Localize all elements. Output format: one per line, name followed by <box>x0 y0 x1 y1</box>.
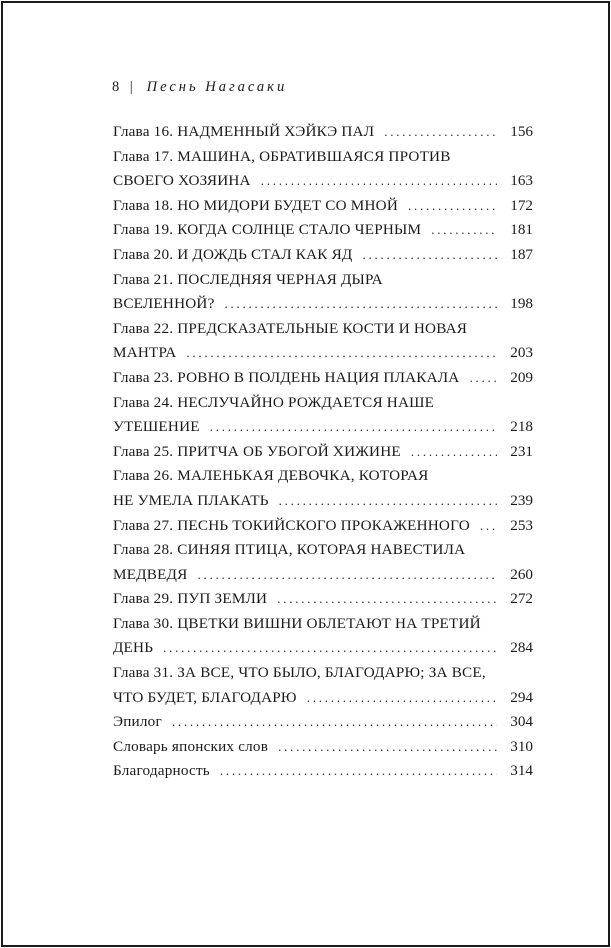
toc-entry[interactable] <box>113 464 533 513</box>
toc-line <box>113 759 533 784</box>
toc-entry[interactable] <box>113 514 533 539</box>
toc-entry[interactable] <box>113 391 533 440</box>
toc-entry-title: Глава 21. ПОСЛЕДНЯЯ ЧЕРНАЯ ДЫРА <box>113 270 383 288</box>
toc-entry[interactable] <box>113 218 533 243</box>
dot-leader <box>384 120 497 145</box>
toc-line <box>113 464 533 489</box>
dot-leader <box>279 489 497 514</box>
toc-entry-title: ЧТО БУДЕТ, БЛАГОДАРЮ <box>113 688 297 706</box>
toc-line <box>113 194 533 219</box>
toc-entry-page: 253 <box>510 516 533 534</box>
toc-entry-page: 172 <box>510 196 533 214</box>
toc-line <box>113 145 533 170</box>
dot-leader <box>411 440 497 465</box>
toc-entry-page: 198 <box>510 295 533 313</box>
toc-entry-page: 187 <box>510 245 533 263</box>
toc-entry-title: ВСЕЛЕННОЙ? <box>113 295 215 313</box>
toc-entry[interactable] <box>113 145 533 194</box>
toc-entry-title: Глава 18. НО МИДОРИ БУДЕТ СО МНОЙ <box>113 196 399 214</box>
toc-line <box>113 317 533 342</box>
toc-entry-title: Глава 24. НЕСЛУЧАЙНО РОЖДАЕТСЯ НАШЕ <box>113 393 435 411</box>
toc-line <box>113 686 533 711</box>
toc-entry-page: 294 <box>510 688 533 706</box>
toc-entry-page: 304 <box>510 713 533 731</box>
dot-leader <box>278 735 497 760</box>
toc-entry[interactable] <box>113 194 533 219</box>
toc-entry[interactable] <box>113 710 533 735</box>
toc-entry-title: Благодарность <box>113 762 210 780</box>
dot-leader <box>220 759 497 784</box>
toc-entry-title: Глава 31. ЗА ВСЕ, ЧТО БЫЛО, БЛАГОДАРЮ; ЗА ВСЕ, <box>113 664 486 682</box>
toc-entry-title: УТЕШЕНИЕ <box>113 418 200 436</box>
toc-entry[interactable] <box>113 268 533 317</box>
toc-entry[interactable] <box>113 661 533 710</box>
toc-line <box>113 661 533 686</box>
toc-line <box>113 563 533 588</box>
toc-line <box>113 636 533 661</box>
toc-entry[interactable] <box>113 587 533 612</box>
toc-line <box>113 514 533 539</box>
toc-entry-page: 314 <box>510 762 533 780</box>
dot-leader <box>277 587 497 612</box>
toc-entry-title: Глава 30. ЦВЕТКИ ВИШНИ ОБЛЕТАЮТ НА ТРЕТИЙ <box>113 614 481 632</box>
toc-entry-title: Глава 25. ПРИТЧА ОБ УБОГОЙ ХИЖИНЕ <box>113 442 401 460</box>
toc-entry-title: Глава 19. КОГДА СОЛНЦЕ СТАЛО ЧЕРНЫМ <box>113 221 422 239</box>
toc-entry-title: СВОЕГО ХОЗЯИНА <box>113 172 251 190</box>
dot-leader <box>225 292 497 317</box>
toc-entry-title: НЕ УМЕЛА ПЛАКАТЬ <box>113 491 269 509</box>
toc-line <box>113 415 533 440</box>
toc-line <box>113 391 533 416</box>
dot-leader <box>210 415 497 440</box>
toc-entry-title: Глава 28. СИНЯЯ ПТИЦА, КОТОРАЯ НАВЕСТИЛА <box>113 541 466 559</box>
toc-entry-title: Эпилог <box>113 713 162 731</box>
toc-entry[interactable] <box>113 317 533 366</box>
toc-entry-page: 218 <box>510 418 533 436</box>
dot-leader <box>172 710 497 735</box>
toc-entry-page: 272 <box>510 590 533 608</box>
toc-line <box>113 538 533 563</box>
toc-line <box>113 292 533 317</box>
toc-entry[interactable] <box>113 243 533 268</box>
toc-entry-title: Глава 22. ПРЕДСКАЗАТЕЛЬНЫЕ КОСТИ И НОВАЯ <box>113 319 468 337</box>
toc-line <box>113 710 533 735</box>
toc-line <box>113 268 533 293</box>
dot-leader <box>480 514 497 539</box>
toc-line <box>113 218 533 243</box>
toc-entry-page: 163 <box>510 172 533 190</box>
dot-leader <box>469 366 497 391</box>
toc-entry-title: Глава 27. ПЕСНЬ ТОКИЙСКОГО ПРОКАЖЕННОГО <box>113 516 470 534</box>
toc-entry[interactable] <box>113 366 533 391</box>
header-separator: | <box>129 79 133 95</box>
toc-line <box>113 243 533 268</box>
toc-entry-title: Глава 20. И ДОЖДЬ СТАЛ КАК ЯД <box>113 245 353 263</box>
toc-entry[interactable] <box>113 735 533 760</box>
dot-leader <box>186 341 497 366</box>
toc-entry[interactable] <box>113 538 533 587</box>
toc-line <box>113 489 533 514</box>
dot-leader <box>408 194 497 219</box>
toc-entry[interactable] <box>113 759 533 784</box>
toc-entry-page: 203 <box>510 344 533 362</box>
toc-line <box>113 440 533 465</box>
toc-entry-title: МАНТРА <box>113 344 177 362</box>
toc-entry-page: 209 <box>510 368 533 386</box>
dot-leader <box>362 243 497 268</box>
toc-entry-page: 310 <box>510 737 533 755</box>
toc-entry-title: Словарь японских слов <box>113 737 269 755</box>
toc-entry-title: Глава 17. МАШИНА, ОБРАТИВШАЯСЯ ПРОТИВ <box>113 147 451 165</box>
running-head <box>112 79 287 96</box>
page-number: 8 <box>112 79 120 95</box>
toc-line <box>113 120 533 145</box>
toc-entry-page: 156 <box>510 123 533 140</box>
dot-leader <box>261 169 497 194</box>
toc-line <box>113 587 533 612</box>
toc-line <box>113 735 533 760</box>
toc-entry[interactable] <box>113 612 533 661</box>
toc-entry-title: МЕДВЕДЯ <box>113 565 188 583</box>
dot-leader <box>197 563 497 588</box>
toc-entry[interactable] <box>113 120 533 145</box>
toc-entry-page: 231 <box>510 442 533 460</box>
toc-entry-page: 284 <box>510 639 533 657</box>
toc-entry-title: Глава 29. ПУП ЗЕМЛИ <box>113 590 268 608</box>
toc-entry-page: 239 <box>510 491 533 509</box>
toc-entry-title: Глава 16. НАДМЕННЫЙ ХЭЙКЭ ПАЛ <box>113 123 375 140</box>
dot-leader <box>163 636 497 661</box>
toc-entry-title: Глава 23. РОВНО В ПОЛДЕНЬ НАЦИЯ ПЛАКАЛА <box>113 368 460 386</box>
toc-entry-title: ДЕНЬ <box>113 639 154 657</box>
toc-entry-page: 260 <box>510 565 533 583</box>
dot-leader <box>431 218 497 243</box>
dot-leader <box>307 686 497 711</box>
toc-line <box>113 341 533 366</box>
toc-entry[interactable] <box>113 440 533 465</box>
table-of-contents <box>113 120 533 784</box>
toc-entry-page: 181 <box>510 221 533 239</box>
toc-entry-title: Глава 26. МАЛЕНЬКАЯ ДЕВОЧКА, КОТОРАЯ <box>113 467 429 485</box>
toc-line <box>113 612 533 637</box>
toc-line <box>113 169 533 194</box>
book-title: Песнь Нагасаки <box>146 79 288 95</box>
toc-line <box>113 366 533 391</box>
